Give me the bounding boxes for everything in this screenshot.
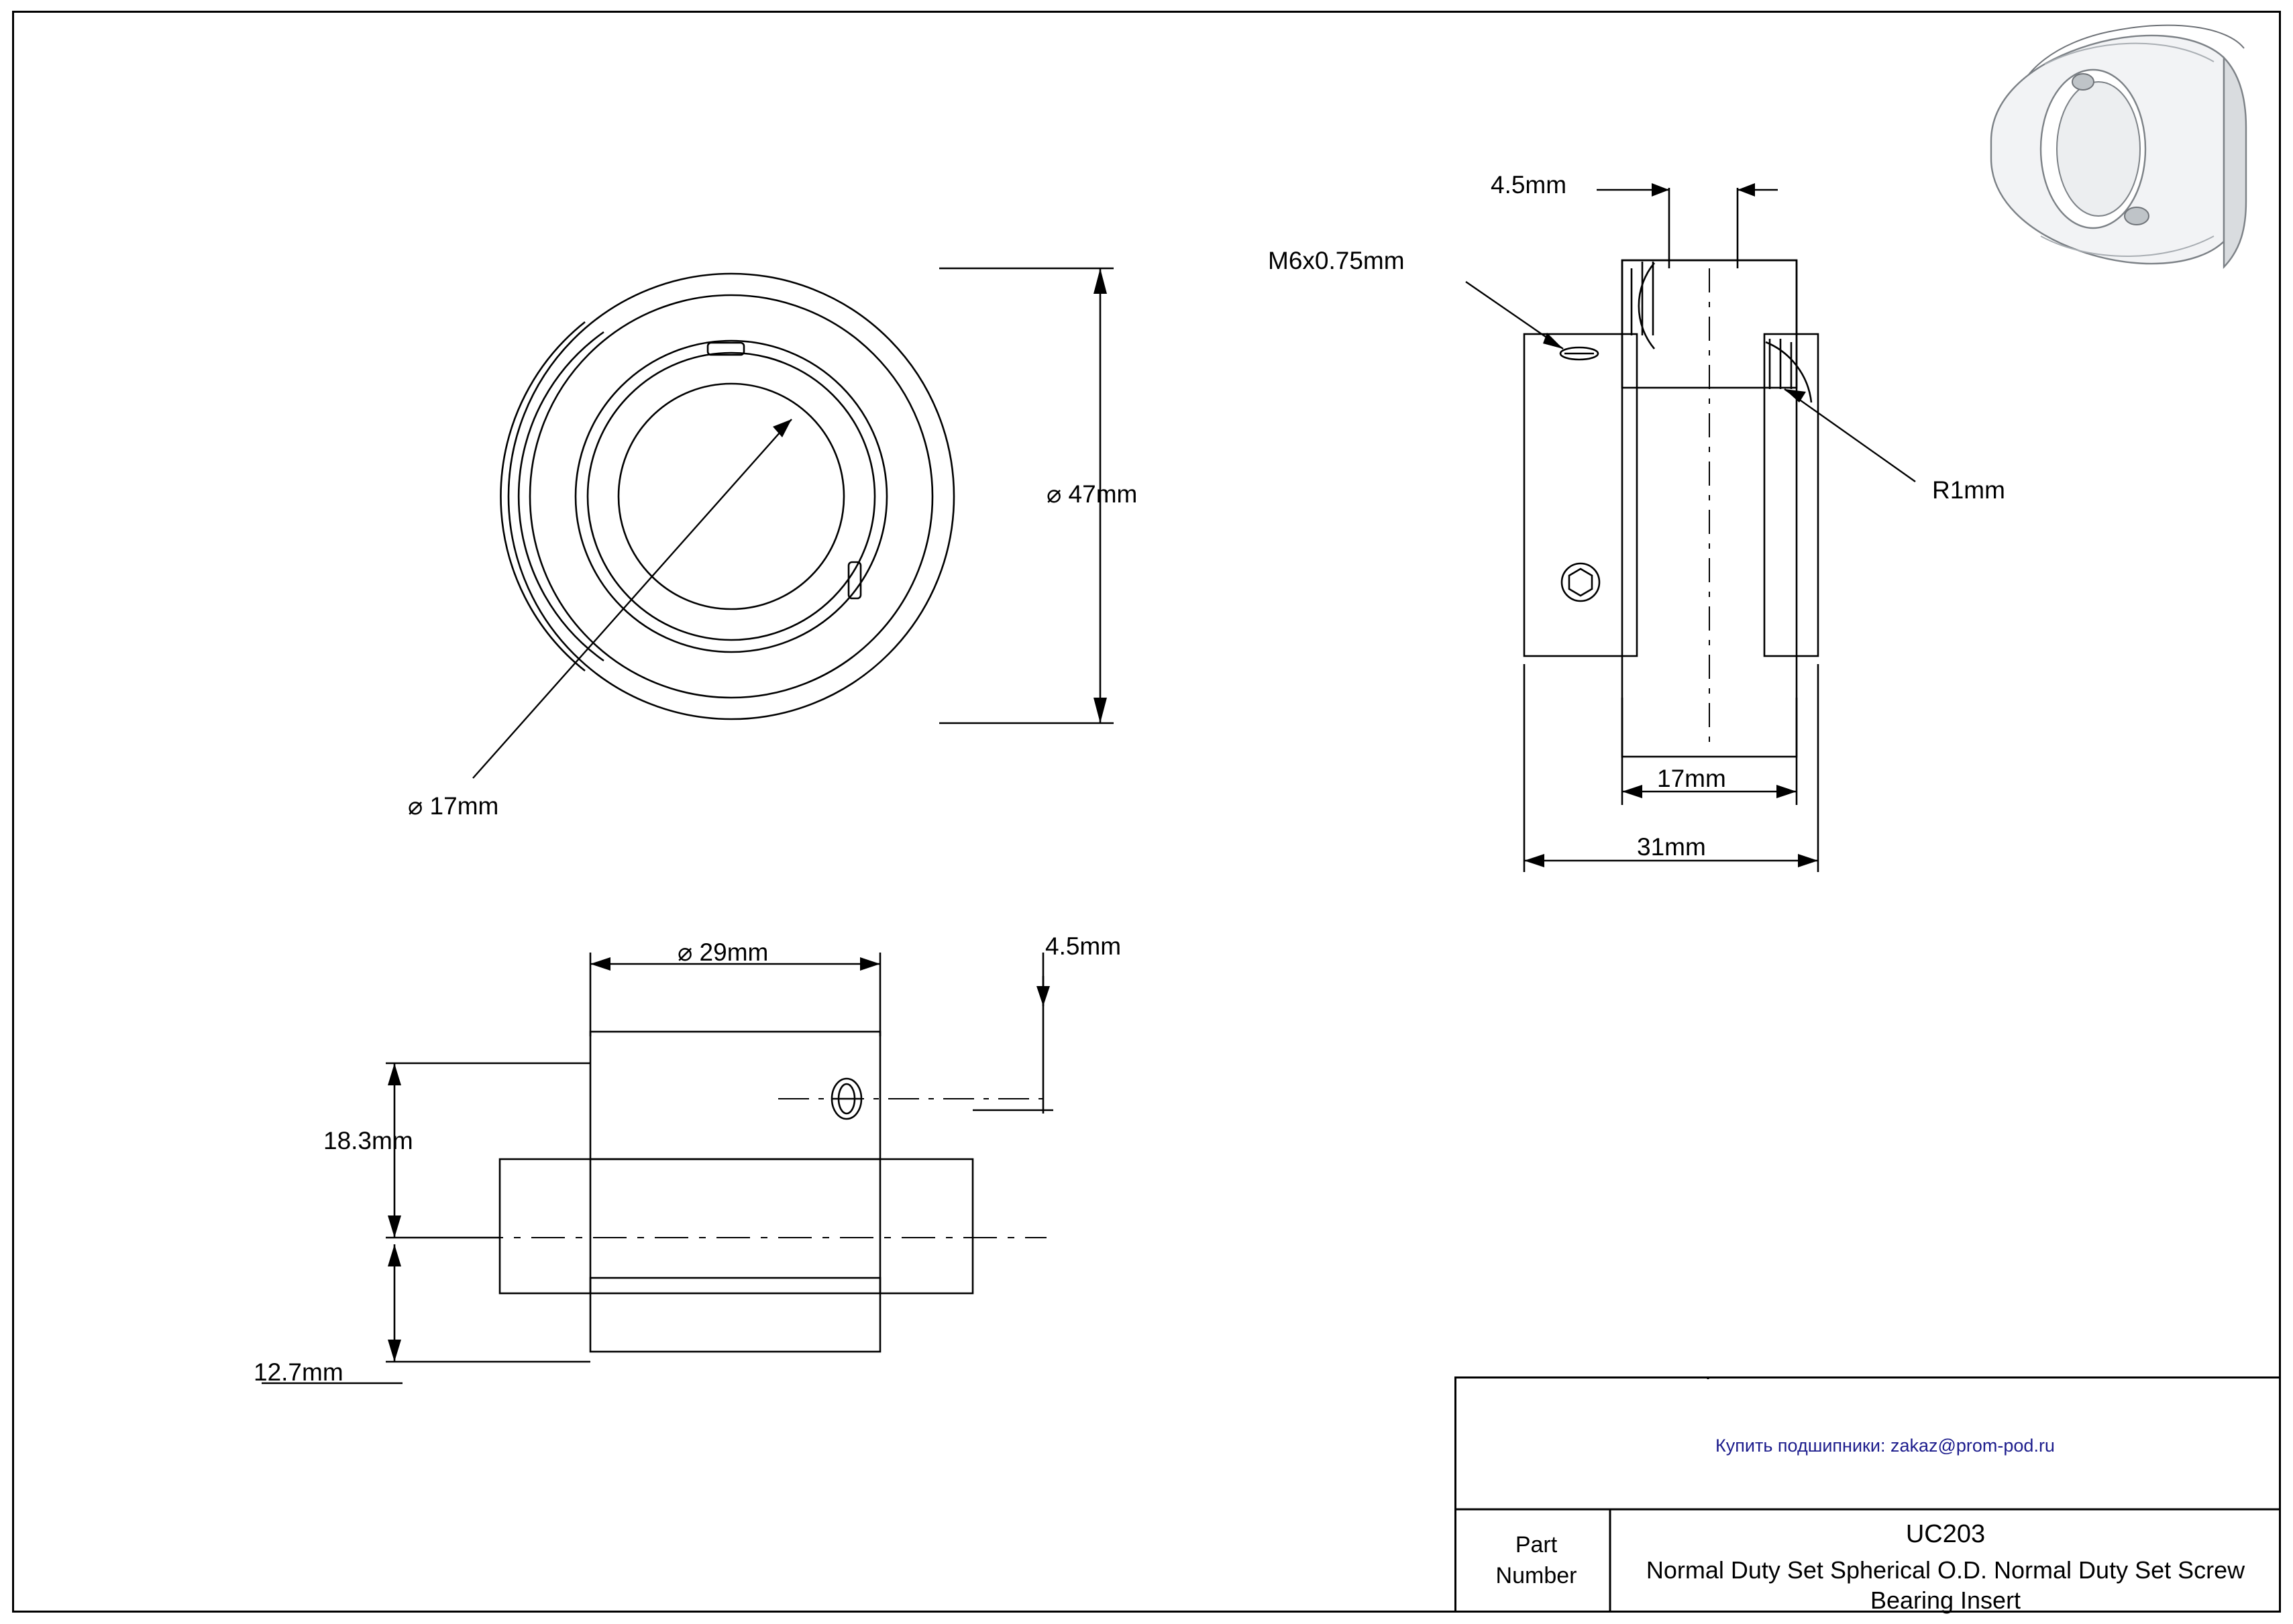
side-18-3-dimension	[386, 1063, 590, 1238]
dim-corner-radius: R1mm	[1932, 476, 2005, 504]
dim-height-upper: 18.3mm	[323, 1127, 413, 1154]
part-number-value: UC203	[1905, 1520, 1986, 1548]
side-4-5-dimension	[973, 953, 1053, 1114]
dim-inner-width: 17mm	[1657, 765, 1726, 792]
dim-side-offset: 4.5mm	[1045, 932, 1122, 960]
dim-height-lower: 12.7mm	[254, 1358, 343, 1386]
isometric-view-geometry	[1991, 25, 2246, 267]
section-view-geometry	[1524, 260, 1818, 757]
side-view-geometry	[470, 1032, 1047, 1352]
dim-total-width: 31mm	[1637, 833, 1706, 861]
part-number-label-line2: Number	[1495, 1563, 1577, 1588]
dim-flange-offset-top: 4.5mm	[1491, 171, 1567, 199]
section-4-5-dimension	[1597, 183, 1778, 268]
dim-collar-diameter: ⌀ 29mm	[678, 938, 769, 966]
part-number-label-line1: Part	[1515, 1532, 1558, 1558]
watermark-text: Купить подшипники: zakaz@prom-pod.ru	[1715, 1436, 2055, 1456]
dim-outer-diameter: ⌀ 47mm	[1047, 480, 1138, 508]
part-description: Normal Duty Set Spherical O.D. Normal Duty Set Screw Bearing Insert	[1646, 1556, 2245, 1614]
front-view-geometry	[500, 274, 954, 719]
dim-setscrew-thread: M6x0.75mm	[1268, 247, 1405, 274]
dim-bore-diameter: ⌀ 17mm	[408, 792, 499, 820]
